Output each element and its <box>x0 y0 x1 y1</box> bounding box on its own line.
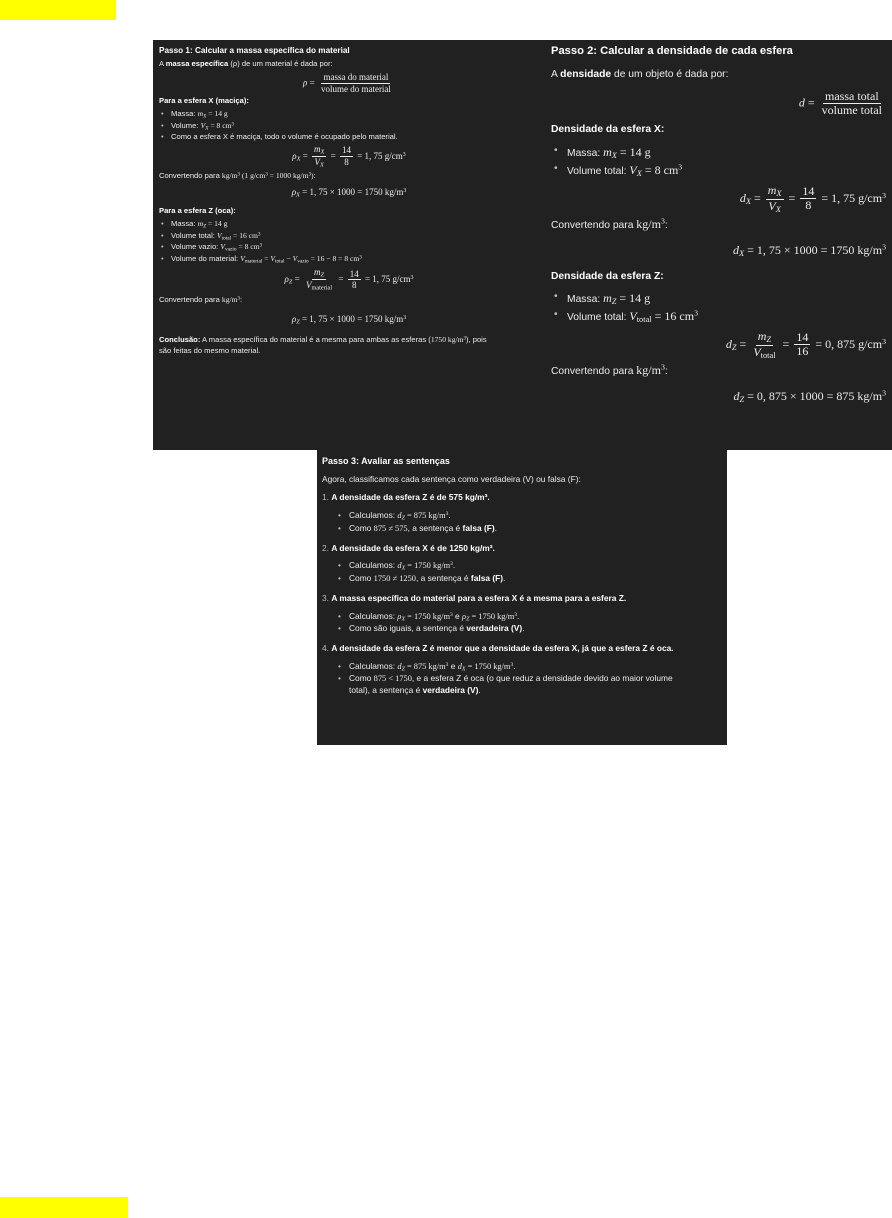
d-x-formula: $d_X$ = $\frac{m_X}{V_X}$ = $\frac{14}{8}$ = 1, 75 $g/cm^3$ <box>739 182 886 214</box>
d-z-formula: $d_Z$ = $\frac{m_Z}{\text{Vtotal}}$ = $\frac{14}{16}$ = 0, 875 $g/cm^3$ <box>725 328 886 360</box>
passo3-panel <box>317 450 727 745</box>
list-item: • Volume total: Vtotal = 16 $cm^3$ <box>551 308 886 326</box>
rho-x-formula: $\rho_X$ = $\frac{m_X}{V_X}$ = $\frac{14}{8}$ = 1, 75 $g/cm^3$ <box>292 143 406 169</box>
list-item: • Calculamos: $d_X = 1750$ $kg/m^3$. <box>322 560 722 573</box>
list-item: • Calculamos: $\rho_X = 1750$ $kg/m^3$ e $\rho_Z = 1750$ $kg/m^3$. <box>322 611 722 624</box>
sentence-item: 3. A massa específica do material para a esfera X é a mesma para a esfera Z. <box>322 592 627 603</box>
list-item: • Como a esfera X é maciça, todo o volume é ocupado pelo material. <box>159 132 539 142</box>
list-item: • Volume do material: Vmaterial = Vtotal − Vvazio = 16 − 8 = 8 $cm^3$ <box>159 254 539 266</box>
rho-x-convert: $\rho_X = 1$, 75 × 1000 = 1750 $kg/m^3$ <box>291 186 407 199</box>
list-item: • Volume total: $V_X = 8$ $cm^3$ <box>551 162 886 180</box>
list-item: • Massa: $m_X = 14$ g <box>159 109 539 121</box>
passo2-intro: A densidade de um objeto é dada por: <box>551 68 729 80</box>
list-item: • Massa: $m_Z = 14$ g <box>159 219 539 231</box>
list-item: • Como 875 < 1750, e a esfera Z é oca (o que reduz a densidade devido ao maior volume total), a sentença é verdadeira (V). <box>322 673 722 697</box>
convert-line: Convertendo para $kg/m^3$: <box>551 363 668 378</box>
list-item: • Como 1750 ≠ 1250, a sentença é falsa (F). <box>322 573 722 585</box>
passo2-z-heading: Densidade da esfera Z: <box>551 270 664 282</box>
passo1-conclusion: Conclusão: A massa específica do material é a mesma para ambas as esferas (1750 $kg/m^3$), pois são feitas do mesmo material. <box>159 335 487 355</box>
passo1-x-heading: Para a esfera X (maciça): <box>159 96 249 106</box>
list-item: • Calculamos: $d_Z = 875$ $kg/m^3$ e $d_X = 1750$ $kg/m^3$. <box>322 661 722 674</box>
passo1-title: Passo 1: Calcular a massa específica do material <box>159 46 350 55</box>
rho-z-formula: $\rho_Z$ = $\frac{m_Z}{\text{Vmaterial}}$ = $\frac{14}{8}$ = 1, 75 $g/cm^3$ <box>284 267 414 292</box>
rho-z-convert: $\rho_Z = 1$, 75 × 1000 = 1750 $kg/m^3$ <box>291 314 407 326</box>
passo1-z-heading: Para a esfera Z (oca): <box>159 205 236 215</box>
passo1-formula: ρ = $\frac{\text{massa do material}}{\text{volume do material}}$ <box>303 72 391 94</box>
highlight-mark-bottom <box>0 1197 128 1218</box>
list-item: • Como são iguais, a sentença é verdadeira (V). <box>322 623 722 635</box>
passo2-x-heading: Densidade da esfera X: <box>551 124 665 136</box>
highlight-mark-top <box>0 0 116 20</box>
list-item: • Massa: $m_Z = 14$ g <box>551 290 886 308</box>
passo1-panel <box>153 40 545 450</box>
passo2-formula: d = $\frac{\text{massa total}}{\text{volume total}}$ <box>798 89 882 117</box>
d-x-convert: $d_X = 1$, 75 × 1000 = 1750 $kg/m^3$ <box>732 242 886 258</box>
list-item: • Calculamos: $d_Z = 875$ $kg/m^3$. <box>322 510 722 523</box>
list-item: • Volume: $V_X = 8$ $cm^3$ <box>159 121 539 133</box>
list-item: • Volume vazio: Vvazio = 8 $cm^3$ <box>159 242 539 254</box>
passo2-title: Passo 2: Calcular a densidade de cada esfera <box>551 45 793 57</box>
sentence-item: 1. A densidade da esfera Z é de 575 kg/m³. <box>322 492 490 503</box>
passo3-intro: Agora, classificamos cada sentença como verdadeira (V) ou falsa (F): <box>322 473 581 484</box>
list-item: • Massa: $m_X = 14$ g <box>551 144 886 162</box>
passo3-title: Passo 3: Avaliar as sentenças <box>322 456 450 466</box>
sentence-item: 2. A densidade da esfera X é de 1250 kg/m³. <box>322 542 495 553</box>
convert-line: Convertendo para $kg/m^3$: <box>159 295 243 305</box>
sentence-item: 4. A densidade da esfera Z é menor que a densidade da esfera X, já que a esfera Z é oca. <box>322 643 674 654</box>
convert-line: Convertendo para $kg/m^3$ (1 $g/cm^3 = 1000$ $kg/m^3$): <box>159 170 316 180</box>
passo2-panel <box>545 40 892 450</box>
passo1-intro: A massa específica (ρ) de um material é dada por: <box>159 59 333 69</box>
convert-line: Convertendo para $kg/m^3$: <box>551 216 668 232</box>
list-item: • Como 875 ≠ 575, a sentença é falsa (F). <box>322 523 722 535</box>
list-item: • Volume total: Vtotal = 16 $cm^3$ <box>159 231 539 243</box>
d-z-convert: $d_Z = 0$, 875 × 1000 = 875 $kg/m^3$ <box>733 388 886 404</box>
